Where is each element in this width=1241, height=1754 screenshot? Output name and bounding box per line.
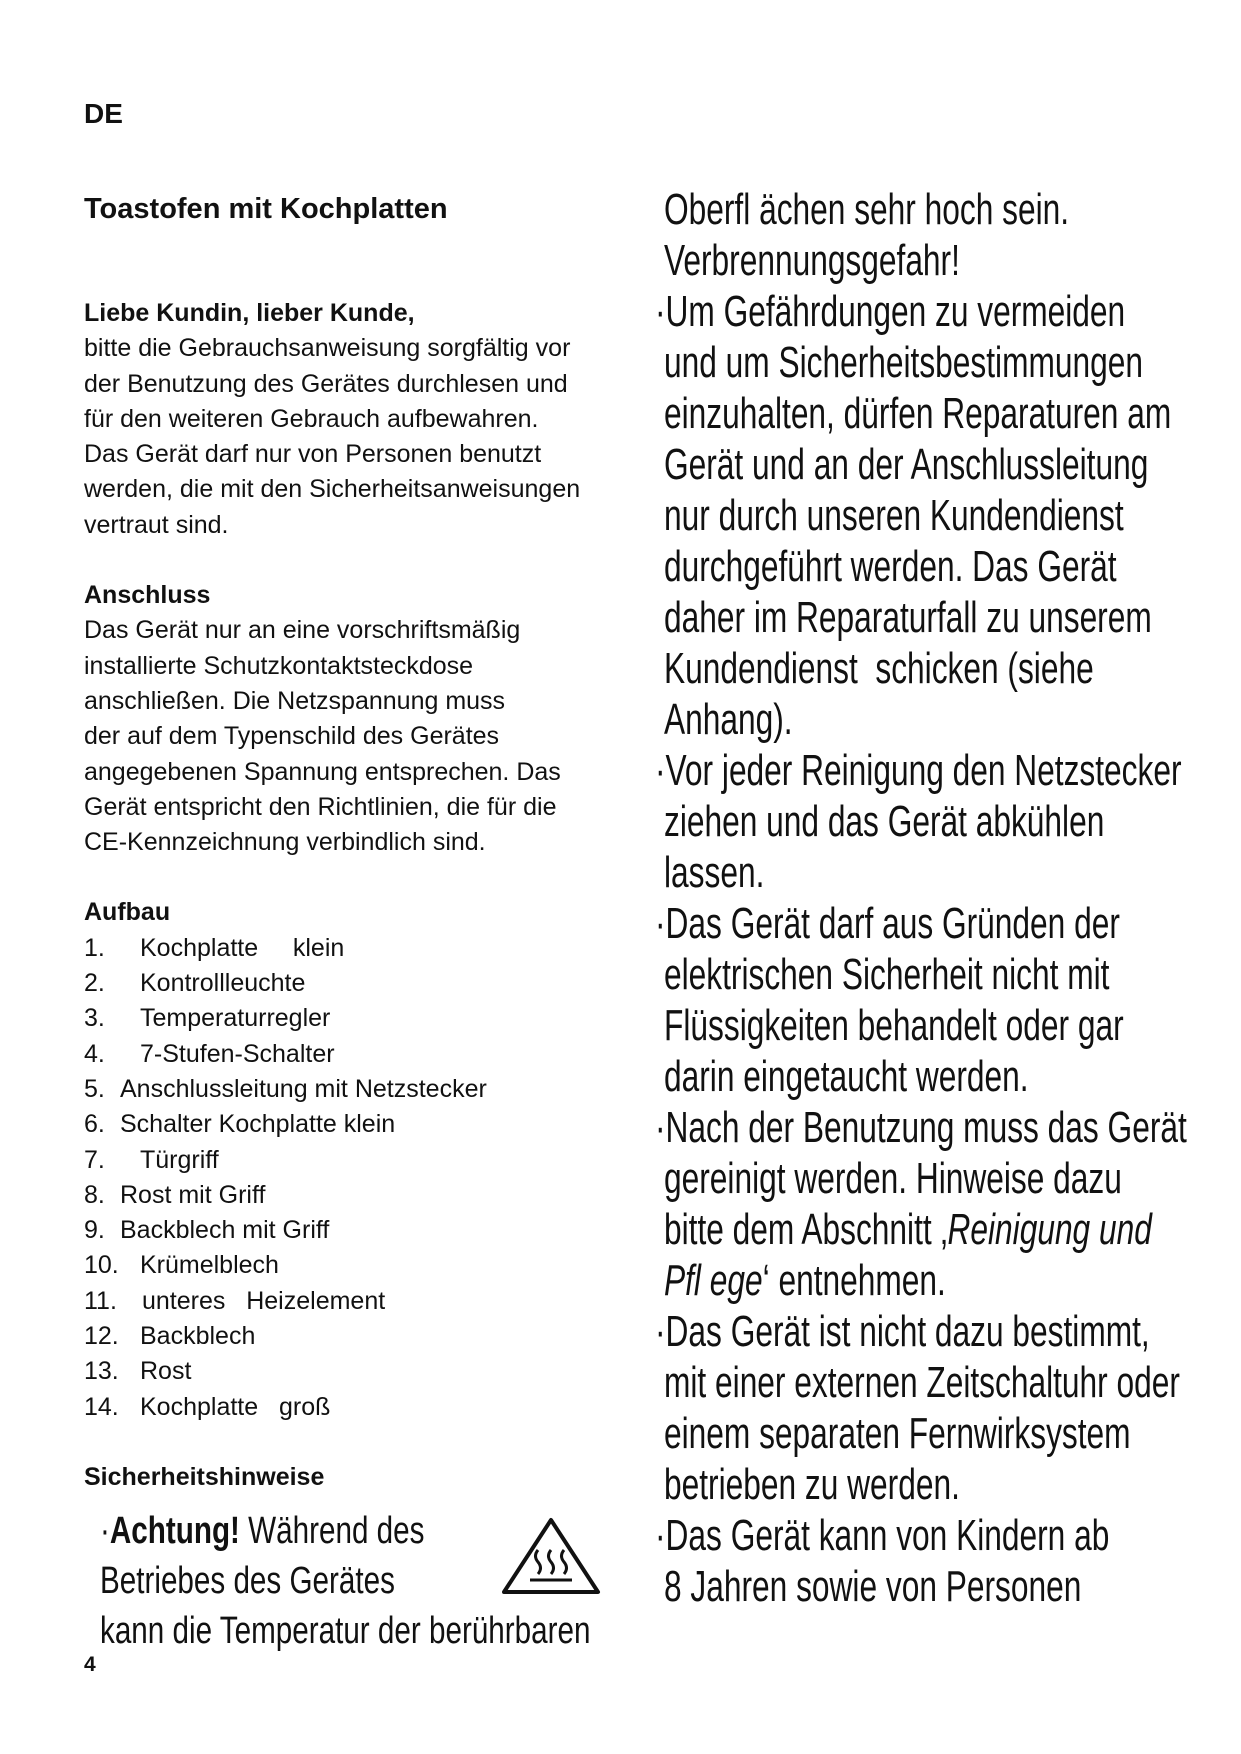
anschluss-line: anschließen. Die Netzspannung muss — [84, 686, 506, 715]
list-item: 5. Anschlussleitung mit Netzstecker — [84, 1074, 487, 1103]
anschluss-line: angegebenen Spannung entsprechen. Das — [84, 757, 561, 786]
aufbau-heading: Aufbau — [84, 898, 171, 927]
warning-line: ·Achtung! Während des — [100, 1510, 425, 1552]
text-line: nur durch unseren Kundendienst — [664, 491, 1124, 540]
text-line: Pfl ege‘ entnehmen. — [664, 1256, 946, 1305]
section-reference: Reinigung und — [947, 1205, 1152, 1254]
right-column — [655, 184, 1224, 1612]
anschluss-line: installierte Schutzkontaktsteckdose — [84, 651, 474, 680]
text-line: Gerät und an der Anschlussleitung — [664, 440, 1149, 489]
list-item: 3. Temperaturregler — [84, 1004, 331, 1033]
text-line: bitte dem Abschnitt ‚Reinigung und — [664, 1205, 1152, 1254]
text-line: lassen. — [664, 848, 765, 897]
left-column — [84, 296, 624, 1495]
intro-heading: Liebe Kundin, lieber Kunde, — [84, 299, 415, 327]
list-item: 12. Backblech — [84, 1322, 256, 1351]
bullet-line: ·Das Gerät ist nicht dazu bestimmt, — [655, 1307, 1150, 1356]
anschluss-line: Gerät entspricht den Richtlinien, die für die — [84, 792, 557, 821]
text-line: betrieben zu werden. — [664, 1460, 960, 1509]
list-item: 6. Schalter Kochplatte klein — [84, 1110, 396, 1139]
list-item: 8. Rost mit Griff — [84, 1180, 266, 1209]
text-line: mit einer externen Zeitschaltuhr oder — [664, 1358, 1180, 1407]
anschluss-line: CE-Kennzeichnung verbindlich sind. — [84, 828, 486, 857]
list-item: 10. Krümelblech — [84, 1251, 279, 1280]
anschluss-heading: Anschluss — [84, 581, 211, 610]
intro-line: der Benutzung des Gerätes durchlesen und — [84, 369, 568, 398]
list-item: 4. 7-Stufen-Schalter — [84, 1039, 335, 1068]
text-line: darin eingetaucht werden. — [664, 1052, 1029, 1101]
intro-line: werden, die mit den Sicherheitsanweisungen — [84, 475, 581, 504]
text-line: ziehen und das Gerät abkühlen — [664, 797, 1105, 846]
warning-line: Betriebes des Gerätes — [100, 1560, 395, 1602]
text-line: und um Sicherheitsbestimmungen — [664, 338, 1143, 387]
section-reference: Pfl ege — [664, 1256, 763, 1305]
hot-surface-warning-icon — [500, 1516, 602, 1596]
bullet-line: ·Vor jeder Reinigung den Netzstecker — [655, 746, 1182, 795]
list-item: 14. Kochplatte groß — [84, 1392, 331, 1421]
bullet-line: ·Das Gerät darf aus Gründen der — [655, 899, 1120, 948]
page-number: 4 — [84, 1653, 96, 1676]
language-code: DE — [84, 98, 123, 129]
sicherheit-heading: Sicherheitshinweise — [84, 1462, 325, 1491]
list-item: 13. Rost — [84, 1357, 192, 1386]
text-line: daher im Reparaturfall zu unserem — [664, 593, 1152, 642]
text-line: Oberfl ächen sehr hoch sein. — [664, 185, 1070, 234]
intro-line: vertraut sind. — [84, 510, 229, 539]
text-line: durchgeführt werden. Das Gerät — [664, 542, 1117, 591]
anschluss-line: Das Gerät nur an eine vorschriftsmäßig — [84, 616, 521, 645]
text-line: Kundendienst schicken (siehe — [664, 644, 1094, 693]
intro-line: Das Gerät darf nur von Personen benutzt — [84, 440, 542, 469]
text-line: 8 Jahren sowie von Personen — [664, 1562, 1082, 1611]
text-line: einem separaten Fernwirksystem — [664, 1409, 1131, 1458]
bullet-line: ·Das Gerät kann von Kindern ab — [655, 1511, 1110, 1560]
intro-line: bitte die Gebrauchsanweisung sorgfältig vor — [84, 334, 571, 363]
text-line: Anhang). — [664, 695, 793, 744]
page-scan-shade — [40, 48, 1200, 198]
text-line: Verbrennungsgefahr! — [664, 236, 960, 285]
bullet-line: ·Nach der Benutzung muss das Gerät — [655, 1103, 1187, 1152]
list-item: 2. Kontrollleuchte — [84, 969, 306, 998]
text-line: Flüssigkeiten behandelt oder gar — [664, 1001, 1124, 1050]
list-item: 7. Türgriff — [84, 1145, 219, 1174]
text-line: gereinigt werden. Hinweise dazu — [664, 1154, 1122, 1203]
document-title: Toastofen mit Kochplatten — [84, 193, 448, 225]
achtung-label: Achtung! — [109, 1510, 240, 1552]
list-item: 9. Backblech mit Griff — [84, 1216, 330, 1245]
parts-list — [84, 931, 624, 1425]
bullet-line: ·Um Gefährdungen zu vermeiden — [655, 287, 1126, 336]
anschluss-line: der auf dem Typenschild des Gerätes — [84, 722, 500, 751]
text-line: elektrischen Sicherheit nicht mit — [664, 950, 1110, 999]
warning-line: kann die Temperatur der berührbaren — [100, 1610, 591, 1652]
intro-line: für den weiteren Gebrauch aufbewahren. — [84, 404, 539, 433]
text-line: einzuhalten, dürfen Reparaturen am — [664, 389, 1172, 438]
list-item: 11. unteres Heizelement — [84, 1286, 386, 1315]
list-item: 1. Kochplatte klein — [84, 933, 345, 962]
